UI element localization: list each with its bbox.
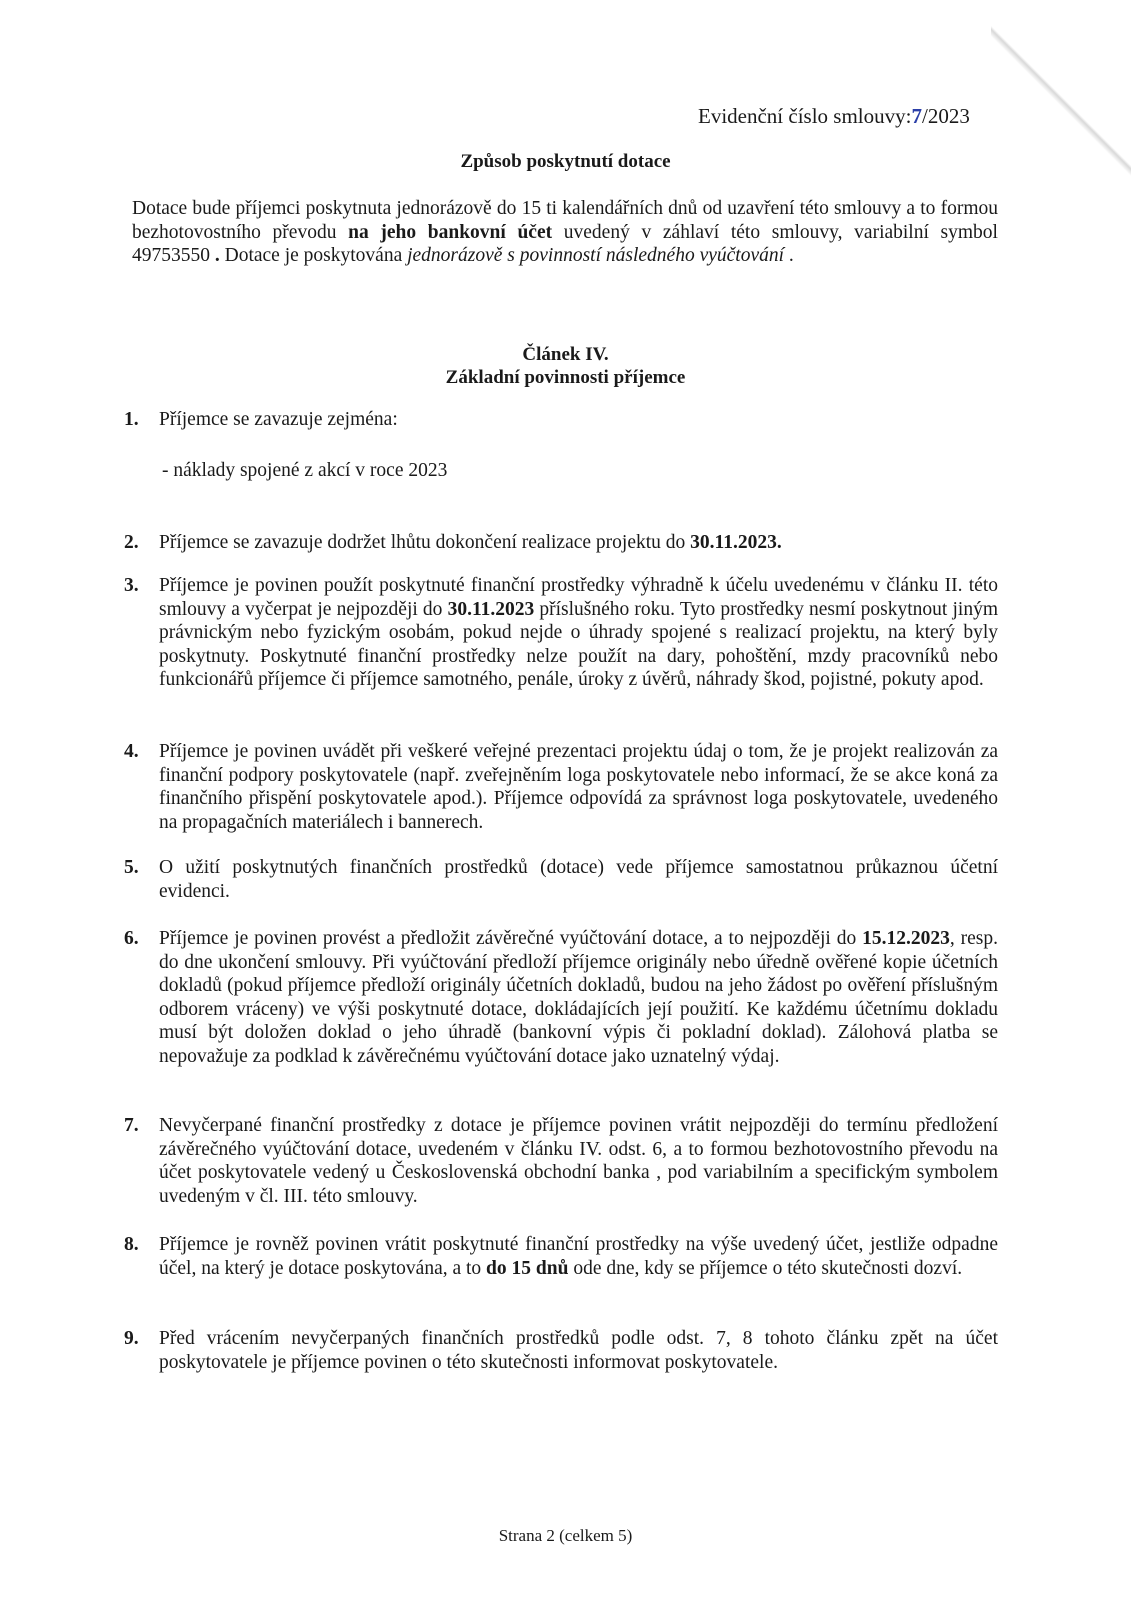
payment-text-italic: jednorázově s povinností následného vyúčtování [407, 245, 785, 266]
item-text-b: ode dne, kdy se příjemce o této skutečnosti dozví. [568, 1257, 963, 1279]
item-text: O užití poskytnutých finančních prostředků (dotace) vede příjemce samostatnou průkaznou účetní evidenci. [159, 857, 998, 902]
item-text-bold: 30.11.2023. [690, 532, 782, 553]
evidence-number: 7 [911, 104, 922, 128]
item-text [159, 1233, 998, 1280]
item-text [159, 574, 998, 692]
item-number: 2. [124, 532, 139, 553]
payment-text-b: uvedený v záhlaví této smlouvy, variabilní symbol 49753550 [132, 221, 998, 266]
item-text-a: Příjemce je povinen provést a předložit závěrečné vyúčtování dotace, a to nejpozději do [159, 928, 863, 949]
evidence-year: /2023 [921, 104, 970, 128]
list-item [124, 1233, 998, 1280]
article-heading: Článek IV. [522, 344, 609, 365]
list-item [124, 1114, 998, 1208]
item-subpoint: - náklady spojené z akcí v roce 2023 [162, 460, 448, 481]
item-text [159, 927, 998, 1068]
item-number: 4. [124, 741, 139, 762]
item-text-b: , resp. do dne ukončení smlouvy. Při vyúčtování předloží příjemce originály nebo úředně ověřené kopie účetních dokladů (pokud příjemce předloží originály účetních dokladů, budou na jeho žádost po ověření příslušným odborem vráceny) ve výši poskytnuté dotace, dokládajících její použití. Ke každému účetnímu dokladu musí být doložen doklad o jeho úhradě (bankovní výpis či pokladní doklad). Zálohová platba se nepovažuje za podklad k závěrečnému vyúčtování dotace jako uznatelný výdaj. [159, 928, 998, 1067]
payment-text-bold: na jeho bankovní účet [348, 221, 553, 243]
item-number: 6. [124, 928, 139, 949]
evidence-label: Evidenční číslo smlouvy: [698, 104, 912, 128]
item-text: Příjemce se zavazuje zejména: [159, 409, 398, 430]
payment-text-a: Dotace bude příjemci poskytnuta jednorázově do 15 ti kalendářních dnů od uzavření této smlouvy a to formou bezhotovostního převodu [132, 198, 998, 243]
list-item [124, 408, 998, 432]
item-text-b: příslušného roku. Tyto prostředky nesmí poskytnout jiným právnickým nebo fyzickým osobám, pokud nejde o úhrady spojené s realizací projektu, na který byly poskytnuty. Poskytnuté finanční prostředky nelze použít na dary, pohoštění, mzdy pracovníků nebo funkcionářů příjemce či příjemce samotného, penále, úroky z úvěrů, náhrady škod, pojistné, pokuty apod. [159, 598, 998, 690]
list-item [124, 740, 998, 834]
item-text-a: Příjemce se zavazuje dodržet lhůtu dokončení realizace projektu do [159, 532, 691, 553]
payment-paragraph [132, 197, 998, 268]
page-corner-fold [991, 0, 1131, 220]
item-text: Před vrácením nevyčerpaných finančních prostředků podle odst. 7, 8 tohoto článku zpět na účet poskytovatele je příjemce povinen o této skutečnosti informovat poskytovatele. [159, 1328, 998, 1373]
item-text-bold: do 15 dnů [486, 1257, 569, 1279]
item-text: Příjemce je povinen uvádět při veškeré veřejné prezentaci projektu údaj o tom, že je projekt realizován za finanční podpory poskytovatele (např. zveřejněním loga poskytovatele nebo informací, že se akce koná za finančního přispění poskytovatele apod.). Příjemce odpovídá za správnost loga poskytovatele, uvedeného na propagačních materiálech i bannerech. [159, 741, 998, 833]
item-number: 3. [124, 575, 139, 596]
list-item [124, 856, 998, 903]
item-text: Nevyčerpané finanční prostředky z dotace je příjemce povinen vrátit nejpozději do termínu předložení závěrečného vyúčtování dotace, uvedeném v článku IV. odst. 6, a to formou bezhotovostního převodu na účet poskytovatele vedený u Československá obchodní banka , pod variabilním a specifickým symbolem uvedeným v čl. III. této smlouvy. [159, 1115, 998, 1207]
item-text-bold: 30.11.2023 [447, 598, 535, 620]
page-footer: Strana 2 (celkem 5) [498, 1526, 633, 1545]
list-item [124, 1327, 998, 1374]
item-text-a: Příjemce je rovněž povinen vrátit poskytnuté finanční prostředky na výše uvedený účet, jestliže odpadne účel, na který je dotace poskytována, a to [159, 1234, 998, 1279]
list-item [124, 531, 998, 555]
item-number: 7. [124, 1115, 139, 1136]
payment-text-c: Dotace je poskytována [224, 245, 408, 266]
contract-evidence-number [698, 104, 998, 129]
item-number: 9. [124, 1328, 139, 1349]
item-number: 8. [124, 1234, 139, 1255]
item-text-a: Příjemce je povinen použít poskytnuté finanční prostředky výhradně k účelu uvedenému v článku II. této smlouvy a vyčerpat je nejpozději do [159, 575, 998, 620]
list-item [124, 927, 998, 1068]
item-number: 1. [124, 409, 139, 430]
item-number: 5. [124, 857, 139, 878]
list-item [124, 574, 998, 692]
article-subheading: Základní povinnosti příjemce [445, 367, 686, 388]
payment-section-title: Způsob poskytnutí dotace [460, 151, 671, 172]
payment-text-end: . [784, 245, 794, 266]
item-text-bold: 15.12.2023 [862, 928, 950, 949]
payment-text-dot: . [210, 245, 225, 266]
item-text [159, 531, 998, 555]
